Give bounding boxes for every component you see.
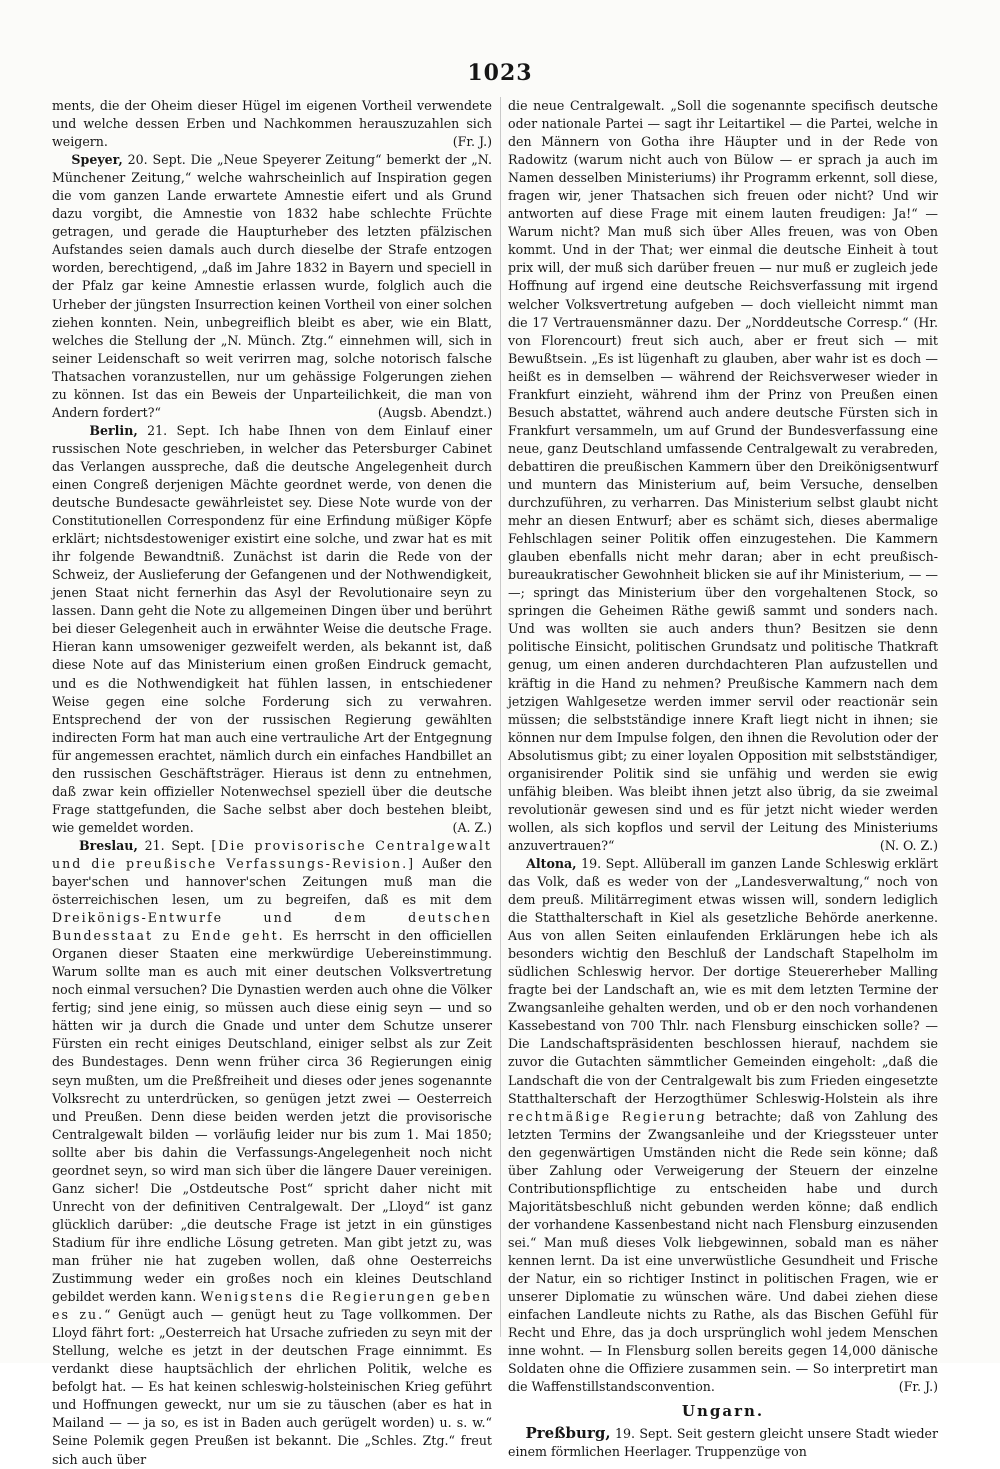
article-dateline: Berlin, xyxy=(89,422,138,438)
article-date: 21. Sept. xyxy=(144,837,205,853)
article-emphasis: Wenigstens die Regierungen geben es zu. xyxy=(52,1289,492,1323)
article-text: Die „Neue Speyerer Zeitung“ bemerkt der „N. Münchener Zeitung,“ welche wahrscheinlich auf Inspiration gegen die vom ganzen Lande erwartete Amnestie eifert und als Grund dazu vorgibt, die Amnestie von 1832 habe schlechte Früchte getragen, und gerade die Haupturheber des letzten pfälzischen Aufstandes seien damals auch durch dieselbe der Strafe entzogen worden, berechtigend, „daß im Jahre 1832 in Bayern und speciell in der Pfalz gar keine Amnestie erlassen wurde, folglich auch die Urheber der jüngsten Insurrection keinen Vortheil von einer solchen ziehen konnten. Nein, unbegreiflich bleibt es aber, wie ein Blatt, welches die Stellung der „N. Münch. Ztg.“ einnehmen will, sich in seiner Leidenschaft so weit verirren mag, solche notorisch falsche Thatsachen voranzustellen, nur um gehässige Folgerungen ziehen zu können. Ist das ein Beweis der Unparteilichkeit, die man von Andern fordert?“ xyxy=(52,152,492,420)
article-speyer xyxy=(52,151,492,422)
article-text: betrachte; daß von Zahlung des letzten Termins der Zwangsanleihe und der Kriegssteuer unter den gegenwärtigen Umständen nicht die Rede sein könne; daß über Zahlung oder Verweigerung der Steuern der einzelne Contributionspflichtige zu entscheiden habe und durch Majoritätsbeschluß nicht gebunden werden könne; daß endlich der vorhandene Kassenbestand nicht nach Flensburg einzusenden sei.“ Man muß dieses Volk liebgewinnen, sobald man es näher kennen lernt. Da ist eine unverwüstliche Gesundheit und Frische der Natur, ein so richtiger Instinct in politischen Fragen, wie er unserer Diplomatie zu wünschen wäre. Und dabei ziehen diese einfachen Landleute nichts zu Rathe, als das Bischen Gefühl für Recht und Ehre, das ja doch ursprünglich wohl jedem Menschen inne wohnt. — In Flensburg sollen bereits gegen 14,000 dänische Soldaten ohne die Offiziere zusammen sein. — So interpretirt man die Waffenstillstandsconvention. xyxy=(508,1108,938,1395)
column-divider xyxy=(500,97,501,1337)
article-subheading: [Die provisorische Centralgewalt und die preußische Verfassungs-Revision.] xyxy=(52,837,492,871)
article-breslau xyxy=(52,837,492,1469)
article-source: (N. O. Z.) xyxy=(879,837,938,853)
article-pressburg xyxy=(508,1424,938,1461)
article-text: ments, die der Oheim dieser Hügel im eigenen Vortheil verwendete und welche dessen Erben und Nachkommen herauszuzahlen sich weigern. xyxy=(52,98,492,150)
article-emphasis: Dreikönigs-Entwurfe und dem deutschen Bundesstaat zu Ende geht. xyxy=(52,910,492,944)
article-date: 19. Sept. xyxy=(581,855,639,871)
page-number: 1023 xyxy=(467,60,533,86)
article-text: die neue Centralgewalt. „Soll die sogenannte specifisch deutsche oder nationale Partei — sagt ihr Leitartikel — die Partei, welche in den Männern von Gotha ihre Häupter und in der Rede von Radowitz (warum nicht auch von Bülow — er sprach ja auch im Namen desselben Ministeriums) ihr Programm erkennt, soll diese, fragen wir, jener Thatsachen sich freuen oder nicht? Und wir antworten auf diese Frage mit einem lauten freudigen: Ja!“ — Warum nicht? Man muß sich über Alles freuen, was von Oben kommt. Und in der That; wer einmal die deutsche Einheit à tout prix will, der muß sich darüber freuen — nur muß er zugleich jede Hoffnung auf irgend eine deutsche Reichsverfassung mit irgend welcher Volksvertretung aufgeben — doch vielleicht nimmt man die 17 Vertrauensmänner dazu. Der „Norddeutsche Corresp.“ (Hr. von Florencourt) freut sich auch, aber er freut sich — mit Bewußtsein. „Es ist lügenhaft zu glauben, aber wahr ist es doch — heißt es in demselben — während der Reichsverweser wieder in Frankfurt einzieht, während ihm der Prinz von Preußen einen Besuch abstattet, während auch andere deutsche Fürsten sich in Frankfurt versammeln, um auf Grund der Bundesverfassung eine neue, ganz Deutschland umfassende Centralgewalt zu verabreden, debattiren die preußischen Kammern über den Dreikönigsentwurf und muntern das Ministerium auf, beim Versuche, denselben durchzuführen, zu verharren. Das Ministerium selbst glaubt nicht mehr an diesen Entwurf; aber es schämt sich, dieses abermalige Fehlschlagen seiner Politik offen einzugestehen. Die Kammern glauben ebenfalls nicht mehr daran; aber in echt preußisch-bureaukratischer Gewohnheit blicken sie auf ihr Ministerium, — — —; springt das Ministerium über den vorgehaltenen Stock, so springen die Geheimen Räthe gewiß sammt und sonders nach. Und was wollten sie auch anders thun? Besitzen sie denn politische Einsicht, politischen Grundsatz und politische Thatkraft genug, um einen anderen durchdachteren Plan aufzustellen und kräftig in die Hand zu nehmen? Preußische Kammern nach dem jetzigen Wahlgesetze werden immer servil oder reactionär sein müssen; die selbstständige innere Kraft liegt nicht in ihnen; sie können nur dem Impulse folgen, den ihnen die Revolution oder der Absolutismus gibt; zu einer loyalen Opposition mit selbstständiger, organisirender Politik sind sie unfähig und werden sie ewig unfähig bleiben. Was bleibt ihnen jetzt also übrig, da sie zweimal revolutionär gewesen sind und es für jetzt nicht wieder werden wollen, als sich kopflos und servil der Leitung des Ministeriums anzuvertrauen?“ xyxy=(508,98,938,853)
article-date: 21. Sept. xyxy=(147,422,210,438)
article-altona xyxy=(508,855,938,1396)
article-berlin xyxy=(52,422,492,837)
article-source: (Fr. J.) xyxy=(452,134,492,150)
article-emphasis: rechtmäßige Regierung xyxy=(508,1108,707,1124)
article-dateline: Altona, xyxy=(526,855,577,871)
article-source: (Fr. J.) xyxy=(898,1379,938,1395)
article-text: “ Genügt auch — genügt heut zu Tage vollkommen. Der Lloyd fährt fort: „Oesterreich hat Ursache zufrieden zu seyn mit der Stellung, welche es jetzt in der deutschen Frage einnimmt. Es verdankt diese hauptsächlich der ehrlichen Politik, welche es befolgt hat. — Es hat keinen schleswig-holsteinischen Krieg geführt und Hoffnungen geweckt, nur um sie zu täuschen (aber es hat in Mailand — — ja so, es ist in Baden auch gerügelt worden) u. s. w.“ Seine Polemik gegen Preußen ist bekannt. Die „Schles. Ztg.“ freut sich auch über xyxy=(52,1307,492,1467)
article-dateline: Speyer, xyxy=(71,152,123,168)
article-dateline: Preßburg, xyxy=(525,1424,611,1443)
article-date: 19. Sept. xyxy=(614,1426,673,1442)
article-text: Allüberall im ganzen Lande Schleswig erklärt das Volk, daß es weder von der „Landesverwaltung,“ noch von dem preuß. Militärregiment etwas wissen will, sondern lediglich die Statthalterschaft in Kiel als gesetzliche Behörde anerkenne. Aus von allen Seiten einlaufenden Erklärungen hebe ich als besonders wichtig den Beschluß der Landschaft Stapelholm im südlichen Schleswig hervor. Der dortige Steuererheber Malling fragte bei der Landschaft an, wie es mit dem letzten Termine der Zwangsanleihe gehalten werden, und ob er den noch vorhandenen Kassebestand von 700 Thlr. nach Flensburg einschicken solle? — Die Landschaftspräsidenten beschlossen hierauf, nachdem sie zuvor die Gutachten sämmtlicher Gemeinden eingeholt: „daß die Landschaft die von der Centralgewalt bis zum Frieden eingesetzte Statthalterschaft der Herzogthümer Schleswig-Holstein als ihre xyxy=(508,855,939,1106)
article-text: Seit gestern gleicht unsere Stadt wieder einem förmlichen Heerlager. Truppenzüge von xyxy=(508,1426,938,1460)
article-text: Es herrscht in den officiellen Organen dieser Staaten eine merkwürdige Uebereinstimmung. Warum sollte man es auch mit einer deutschen Volksvertretung noch einmal versuchen? Die Dynastien werden auch ohne die Völker fertig; sind jene einig, so müssen auch diese einig seyn — und so hätten wir ja durch die Gnade und unter dem Schutze unserer Fürsten ein recht einiges Deutschland, einiger selbst als zur Zeit des Bundestages. Denn wenn früher circa 36 Regierungen einig seyn mußten, um die Preßfreiheit und dieses oder jenes sogenannte Volksrecht zu unterdrücken, so genügen jetzt zwei — Oesterreich und Preußen. Denn diese beiden werden jetzt die provisorische Centralgewalt bilden — vorläufig leider nur bis zum 1. Mai 1850; sollte aber bis dahin die Verfassungs-Angelegenheit noch nicht geordnet seyn, so wird man sich über die längere Dauer vereinigen. Ganz sicher! Die „Ostdeutsche Post“ spricht daher nicht mit Unrecht von der definitiven Centralgewalt. Der „Lloyd“ ist ganz glücklich darüber: „die deutsche Frage ist jetzt in ein günstiges Stadium für ihre endliche Lösung getreten. Man gibt jetzt zu, was man früher nie hat zugeben wollen, daß ohne Oesterreichs Zustimmung weder ein großes noch ein kleines Deutschland gebildet werden kann. xyxy=(52,928,492,1305)
article-text: Ich habe Ihnen von dem Einlauf einer russischen Note geschrieben, in welcher das Petersburger Cabinet das Verlangen ausspreche, daß die deutsche Angelegenheit durch einen Congreß derjenigen Mächte geordnet werde, von denen die deutsche Bundesacte gewährleistet sey. Diese Note wurde von der Constitutionellen Correspondenz für eine Erfindung müßiger Köpfe erklärt; nichtsdestoweniger existirt eine solche, und zwar hat es mit ihr folgende Bewandtniß. Zunächst ist darin die Rede von der Schweiz, der Auslieferung der Gefangenen und der Nothwendigkeit, jenen Staat nicht fernerhin das Asyl der Revolutionaire seyn zu lassen. Dann geht die Note zu allgemeinen Dingen über und berührt bei dieser Gelegenheit auch in erwähnter Weise die deutsche Frage. Hieran kann umsoweniger gezweifelt werden, als bekannt ist, daß diese Note auf das Ministerium einen großen Eindruck gemacht, und es die Nothwendigkeit hat fühlen lassen, in entschiedener Weise gegen eine solche Forderung sich zu verwahren. Entsprechend der von der russischen Regierung gewählten indirecten Form hat man auch eine vertrauliche Art der Entgegnung für angemessen erachtet, nämlich durch ein einfaches Handbillet an den russischen Geschäftsträger. Hieraus ist denn zu entnehmen, daß zwar kein offizieller Notenwechsel speziell über die deutsche Frage stattgefunden, die Sache selbst aber doch bestehen bleibt, wie gemeldet worden. xyxy=(52,422,492,835)
section-heading-ungarn: Ungarn. xyxy=(681,1402,765,1421)
article-date: 20. Sept. xyxy=(127,152,186,168)
article-source: (A. Z.) xyxy=(452,819,492,835)
article-source: (Augsb. Abendzt.) xyxy=(377,404,492,420)
right-column xyxy=(508,97,938,1462)
article-fragment xyxy=(52,97,492,151)
article-text: Außer den bayer'schen und hannover'schen Zeitungen muß man die österreichischen lesen, um zu begreifen, daß es mit dem xyxy=(52,855,492,908)
left-column xyxy=(52,97,492,1469)
article-dateline: Breslau, xyxy=(78,837,138,853)
article-breslau-continued xyxy=(508,97,938,855)
